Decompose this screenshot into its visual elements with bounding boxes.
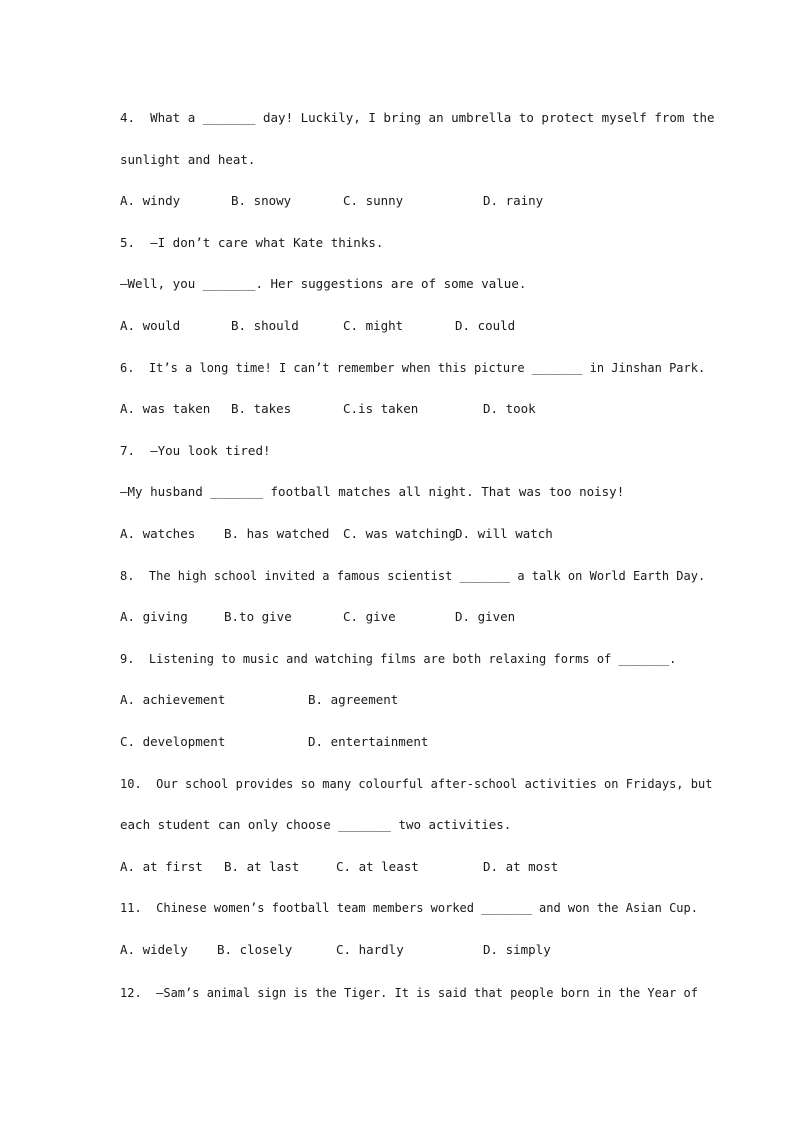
question-4-option-c: C. sunny xyxy=(343,193,404,208)
question-7-stem: 7. —You look tired! xyxy=(120,443,271,458)
question-11-option-c: C. hardly xyxy=(336,942,404,957)
question-10-option-a: A. at first xyxy=(120,859,203,874)
question-7-option-a: A. watches xyxy=(120,526,196,541)
question-5-option-a: A. would xyxy=(120,318,181,333)
question-9-option-a: A. achievement xyxy=(120,692,226,707)
question-8-stem: 8. The high school invited a famous scientist _______ a talk on World Earth Day. xyxy=(120,569,706,583)
question-4-option-b: B. snowy xyxy=(231,193,292,208)
question-7-option-c: C. was watching xyxy=(343,526,456,541)
question-8-option-d: D. given xyxy=(455,609,516,624)
question-6-option-d: D. took xyxy=(483,401,536,416)
question-10-stem-cont: each student can only choose _______ two activities. xyxy=(120,817,512,832)
question-6-option-c: C.is taken xyxy=(343,401,419,416)
question-5-option-b: B. should xyxy=(231,318,299,333)
question-11-option-a: A. widely xyxy=(120,942,188,957)
question-4-stem: 4. What a _______ day! Luckily, I bring an umbrella to protect myself from the xyxy=(120,110,715,125)
question-5-option-d: D. could xyxy=(455,318,516,333)
question-11-stem: 11. Chinese women’s football team members worked _______ and won the Asian Cup. xyxy=(120,901,698,915)
question-9-option-b: B. agreement xyxy=(308,692,399,707)
question-9-option-c: C. development xyxy=(120,734,226,749)
question-5-option-c: C. might xyxy=(343,318,404,333)
question-10-stem: 10. Our school provides so many colourful after-school activities on Fridays, but xyxy=(120,777,713,791)
question-5-stem: 5. —I don’t care what Kate thinks. xyxy=(120,235,384,250)
question-7-option-b: B. has watched xyxy=(224,526,330,541)
question-7-stem-cont: —My husband _______ football matches all night. That was too noisy! xyxy=(120,484,625,499)
question-11-option-b: B. closely xyxy=(217,942,293,957)
question-8-option-a: A. giving xyxy=(120,609,188,624)
question-10-option-c: C. at least xyxy=(336,859,419,874)
question-6-stem: 6. It’s a long time! I can’t remember when this picture _______ in Jinshan Park. xyxy=(120,361,706,375)
question-8-option-c: C. give xyxy=(343,609,396,624)
question-11-option-d: D. simply xyxy=(483,942,551,957)
question-9-stem: 9. Listening to music and watching films are both relaxing forms of _______. xyxy=(120,652,677,666)
question-4-stem-cont: sunlight and heat. xyxy=(120,152,256,167)
question-8-option-b: B.to give xyxy=(224,609,292,624)
question-12-stem: 12. —Sam’s animal sign is the Tiger. It is said that people born in the Year of xyxy=(120,986,698,1000)
question-4-option-d: D. rainy xyxy=(483,193,544,208)
question-6-option-b: B. takes xyxy=(231,401,292,416)
question-6-option-a: A. was taken xyxy=(120,401,211,416)
question-9-option-d: D. entertainment xyxy=(308,734,429,749)
question-10-option-d: D. at most xyxy=(483,859,559,874)
question-5-stem-cont: —Well, you _______. Her suggestions are of some value. xyxy=(120,276,527,291)
question-4-option-a: A. windy xyxy=(120,193,181,208)
question-10-option-b: B. at last xyxy=(224,859,300,874)
question-7-option-d: D. will watch xyxy=(455,526,553,541)
